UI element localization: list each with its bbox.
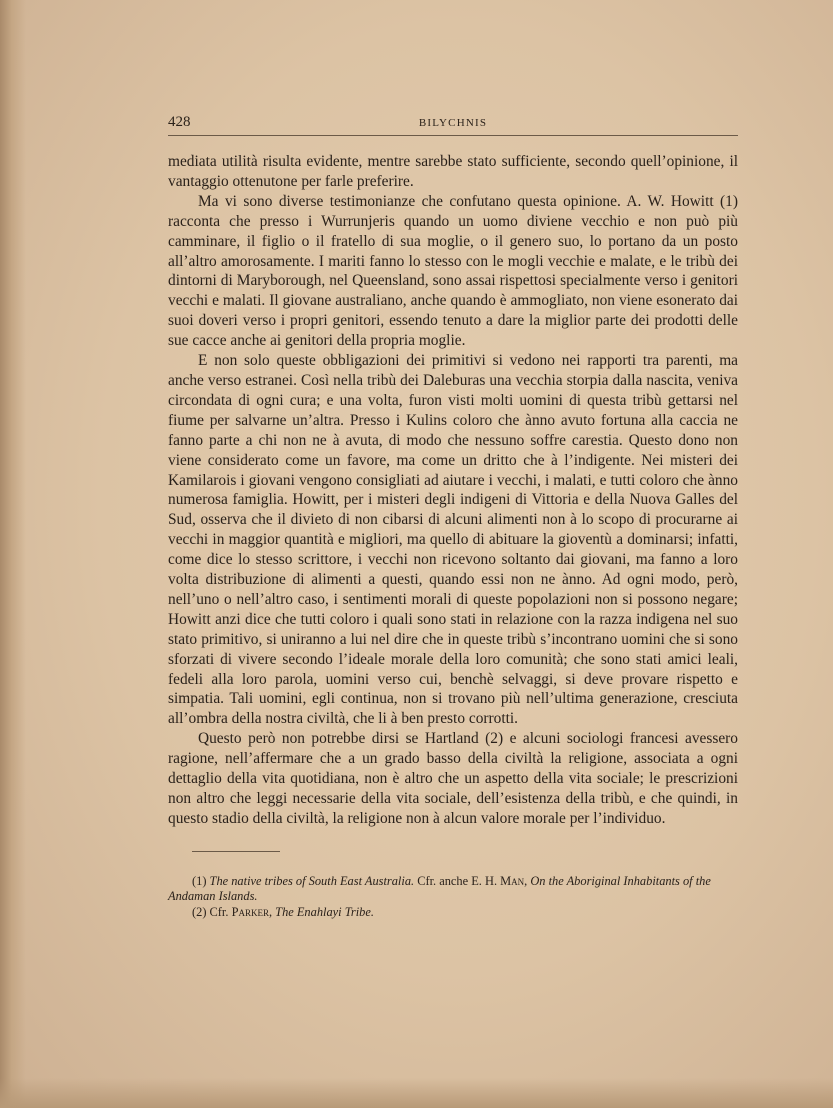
- footnote-1-end-title: On the Aboriginal Inhabitants of the Andaman Islands.: [168, 874, 711, 904]
- running-title: BILYCHNIS: [418, 117, 488, 129]
- paragraph-3: E non solo queste obbligazioni dei primitivi si vedono nei rapporti tra parenti, ma anche verso estranei. Così nella tribù dei Daleburas una vecchia storpia dalla nascita, veniva circondata di ogni cura; e una volta, furon visti molti uomini di questa tribù gettarsi nel fiume per salvarne un’altra. Presso i Kulins coloro che ànno avuto fortuna alla caccia ne fanno parte a chi non ne à avuta, di modo che nessuno soffre carestia. Questo dono non viene considerato come un favore, ma come un dritto che à l’indigente. Nei misteri dei Kamilarois i giovani vengono consigliati ad aiutare i vecchi, i malati, e tutti coloro che ànno numerosa famiglia. Howitt, per i misteri degli indigeni di Vittoria e della Nuova Galles del Sud, osserva che il divieto di non cibarsi di alcuni alimenti non à lo scopo di procurarne ai vecchi in maggior quantità e migliori, ma quello di abituare la gioventù a dominarsi; infatti, come dice lo stesso scrittore, i vecchi non ricevono soltanto dai giovani, ma fanno a loro volta distribuzione di alimenti a questi, quando essi non ne ànno. Ad ogni modo, però, nell’uno o nell’altro caso, i sentimenti morali di queste popolazioni non si possono negare; Howitt anzi dice che tutti coloro i quali sono stati in relazione con la razza indigena nel suo stato primitivo, si uniranno a lui nel dire che in queste tribù s’incontrano uomini che si sono sforzati di vivere secondo l’ideale morale della loro comunità; che sono stati amici leali, fedeli alla loro parola, uomini verso cui, benchè selvaggi, si deve provare rispetto e simpatia. Tali uomini, egli continua, non si trovano più nell’ultima generazione, cresciuta all’ombra della nostra civiltà, che li à ben presto corrotti.: [168, 352, 738, 728]
- paragraph-4: Questo però non potrebbe dirsi se Hartland (2) e alcuni sociologi francesi avessero ragione, nell’affermare che a un grado basso della civiltà la religione, associata a ogni dettaglio della vita quotidiana, non è altro che un aspetto della vita sociale; le prescrizioni non altro che leggi necessarie della vita sociale, dell’esistenza della tribù, e che quindi, in questo stadio della civiltà, la religione non à alcun valore morale per l’individuo.: [168, 730, 738, 827]
- footnote-1-middle: Cfr. anche: [414, 874, 472, 888]
- header-rule: [168, 135, 738, 136]
- footnote-1-lead: (1): [192, 874, 210, 888]
- footnote-2-end-title: The Enahlayi Tribe.: [272, 904, 374, 919]
- page-bottom-shadow: [0, 1078, 833, 1108]
- page-number: 428: [168, 114, 191, 130]
- body-text: [168, 152, 738, 829]
- footnote-1: [168, 874, 738, 905]
- footnote-2-author: Parker,: [231, 904, 273, 919]
- footnote-2-lead: (2) Cfr.: [192, 904, 232, 919]
- footnote-2: [168, 905, 738, 920]
- page-header: [168, 114, 738, 136]
- footnote-1-author: E. H. Man,: [471, 874, 528, 888]
- page-edge-shadow: [0, 0, 26, 1108]
- footnote-rule: [192, 851, 280, 852]
- footnote-1-title: The native tribes of South East Australia.: [209, 874, 415, 888]
- paragraph-1: mediata utilità risulta evidente, mentre sarebbe stato sufficiente, secondo quell’opinione, il vantaggio ottenutone per farle preferire.: [168, 153, 738, 190]
- footnotes: [168, 874, 738, 920]
- paragraph-2: Ma vi sono diverse testimonianze che confutano questa opinione. A. W. Howitt (1) racconta che presso i Wurrunjeris quando un uomo diviene vecchio e non può più camminare, il figlio o il fratello di sua moglie, o il genero suo, lo portano da un posto all’altro amorosamente. I mariti fanno lo stesso con le mogli vecchie e malate, e le tribù dei dintorni di Maryborough, nel Queensland, sono assai rispettosi specialmente verso i genitori vecchi e malati. Il giovane australiano, anche quando è ammogliato, non viene esonerato dai suoi doveri verso i propri genitori, essendo tenuto a dare la miglior parte dei prodotti delle sue cacce anche ai genitori della propria moglie.: [168, 192, 738, 350]
